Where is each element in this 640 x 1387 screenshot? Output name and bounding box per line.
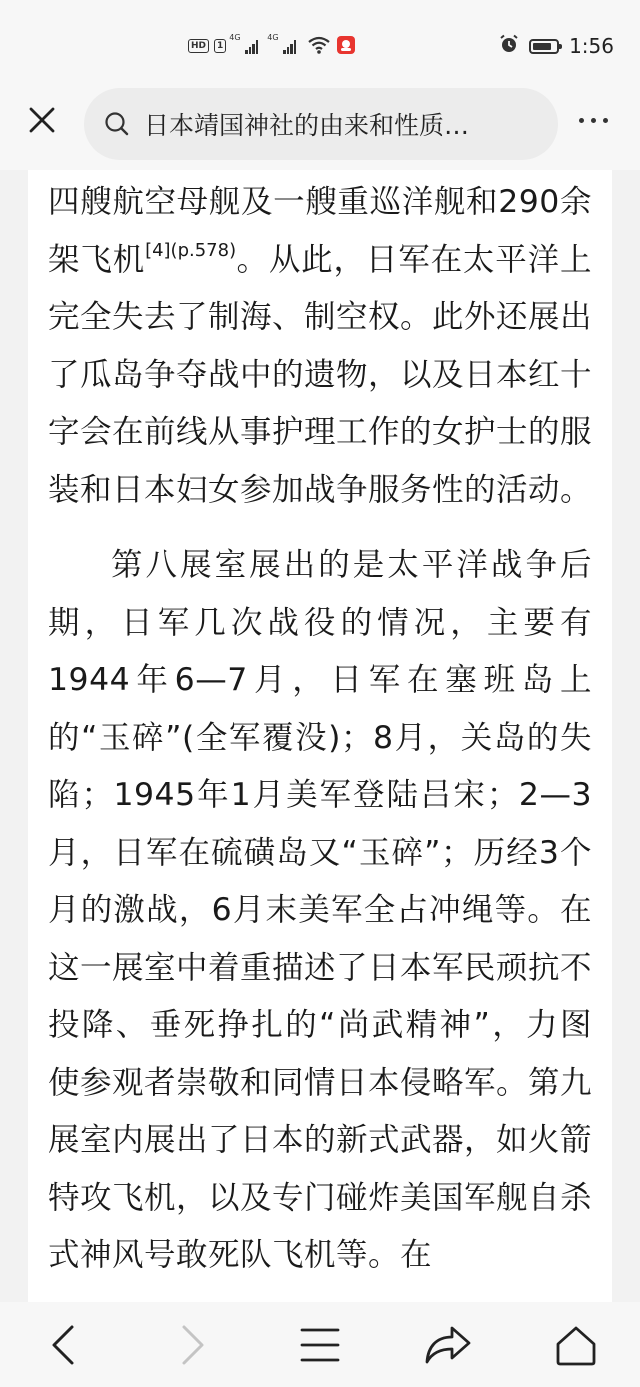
signal-icon-sim1 bbox=[229, 33, 258, 54]
wifi-icon bbox=[307, 36, 331, 57]
close-icon bbox=[28, 106, 56, 134]
more-dot-icon bbox=[579, 118, 584, 123]
home-button[interactable] bbox=[544, 1313, 608, 1377]
article-paragraph bbox=[28, 174, 612, 519]
alarm-icon bbox=[499, 34, 519, 59]
paragraph-text: 。从此，日军在太平洋上完全失去了制海、制空权。此外还展出了瓜岛争夺战中的遗物，以及日本红十字会在前线从事护理工作的女护士的服装和日本妇女参加战争服务性的活动。 bbox=[48, 241, 593, 508]
clock-time: 1:56 bbox=[569, 34, 614, 58]
network-type-sim2: 4G bbox=[267, 33, 279, 42]
sim-slot-badge: 1 bbox=[214, 39, 226, 53]
signal-icon-sim2 bbox=[267, 33, 296, 54]
status-bar bbox=[0, 0, 640, 80]
status-right bbox=[499, 30, 614, 62]
more-options-button[interactable] bbox=[570, 100, 616, 140]
network-type-sim1: 4G bbox=[229, 33, 241, 42]
more-dot-icon bbox=[603, 118, 608, 123]
page-margin-right bbox=[612, 170, 640, 1302]
bottom-navigation bbox=[0, 1302, 640, 1387]
citation-link[interactable]: [4](p.578) bbox=[145, 239, 237, 261]
battery-icon bbox=[529, 39, 559, 54]
share-button[interactable] bbox=[416, 1313, 480, 1377]
article-paragraph: 第八展室展出的是太平洋战争后期，日军几次战役的情况，主要有1944年6—7月，日军在塞班岛上的“玉碎”(全军覆没)；8月，关岛的失陷；1945年1月美军登陆吕宋；2—3月，日军在硫磺岛又“玉碎”；历经3个月的激战，6月末美军全占冲绳等。在这一展室中着重描述了日本军民顽抗不投降、垂死挣扎的“尚武精神”，力图使参观者崇敬和同情日本侵略军。第九展室内展出了日本的新式武器，如火箭特攻飞机，以及专门碰炸美国军舰自杀式神风号敢死队飞机等。在 bbox=[48, 547, 593, 1273]
back-icon bbox=[48, 1323, 80, 1367]
back-button[interactable] bbox=[32, 1313, 96, 1377]
search-bar[interactable] bbox=[84, 88, 558, 160]
app-notification-icon bbox=[336, 35, 356, 58]
hd-badge: HD bbox=[188, 39, 209, 53]
search-query-text: 日本靖国神社的由来和性质… bbox=[144, 111, 470, 140]
search-icon bbox=[104, 111, 130, 137]
browser-toolbar bbox=[0, 80, 640, 170]
menu-icon bbox=[300, 1327, 340, 1363]
page-margin-left bbox=[0, 170, 28, 1302]
network-indicators bbox=[188, 33, 356, 59]
forward-button[interactable] bbox=[160, 1313, 224, 1377]
more-dot-icon bbox=[591, 118, 596, 123]
article-body bbox=[28, 170, 612, 1302]
close-button[interactable] bbox=[22, 100, 62, 140]
menu-button[interactable] bbox=[288, 1313, 352, 1377]
share-icon bbox=[424, 1325, 472, 1365]
paragraph-text: 四艘航空母舰及一艘重巡洋舰和290余架飞机 bbox=[48, 184, 592, 278]
forward-icon bbox=[176, 1323, 208, 1367]
home-icon bbox=[554, 1324, 598, 1366]
